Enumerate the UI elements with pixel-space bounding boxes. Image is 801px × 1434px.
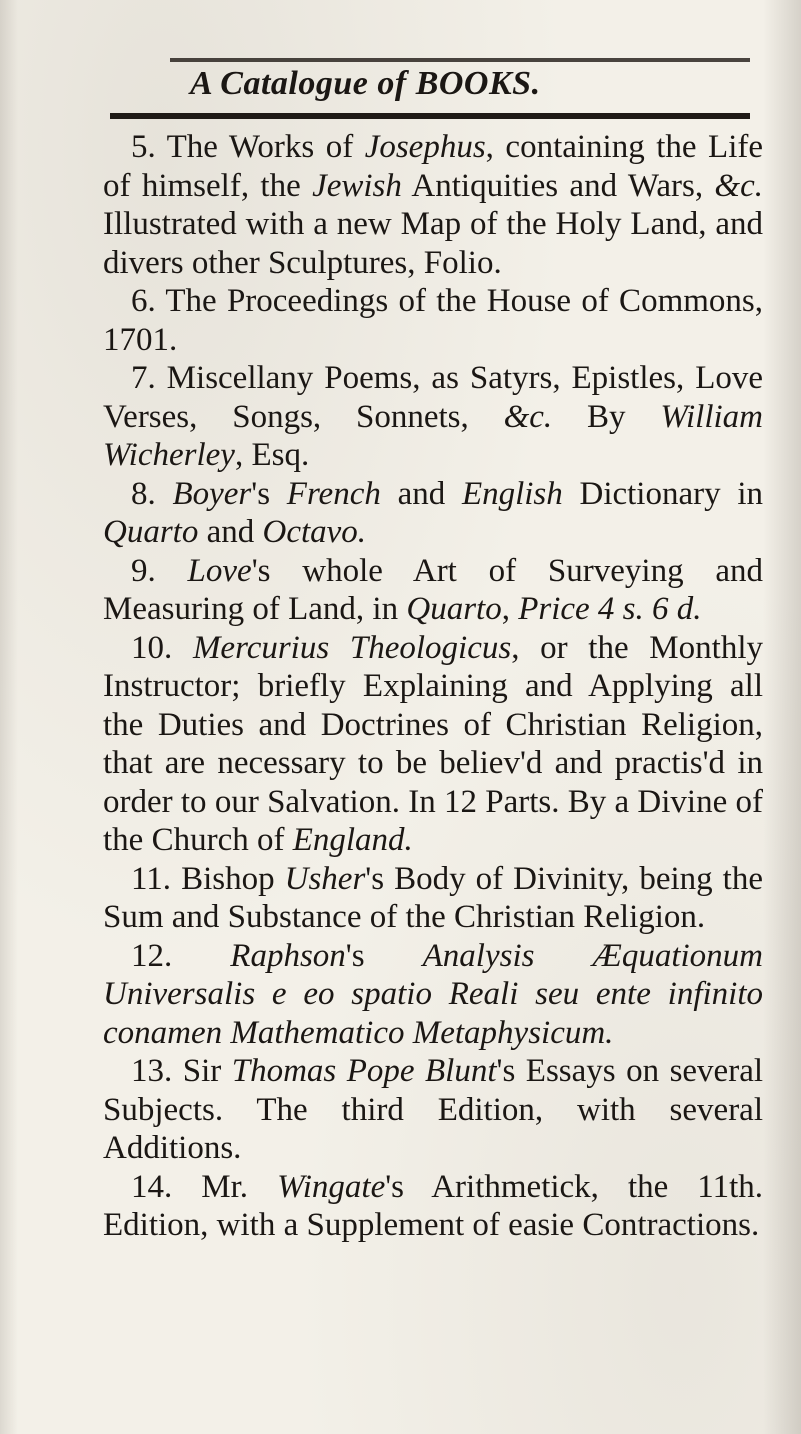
entry-italic-text: &c. bbox=[714, 167, 763, 204]
entry-italic-text: Mercurius Theologicus bbox=[192, 629, 512, 666]
entry-text: 's bbox=[345, 937, 423, 974]
entry-text: 's Arithmetick, the 11th. Edition, with a Supplement of easie Contractions. bbox=[103, 1168, 764, 1243]
entry-italic-text: Love bbox=[187, 552, 252, 589]
entry-text: 's Essays on several Subjects. The third Edition, with several Additions. bbox=[103, 1053, 764, 1166]
catalogue-entries bbox=[103, 128, 763, 1245]
entry-italic-text: French bbox=[286, 475, 381, 512]
entry-text: Mr. bbox=[172, 1168, 278, 1205]
entry-italic-text: Jewish bbox=[312, 167, 402, 204]
entry-number: 12. bbox=[131, 937, 173, 974]
entry-italic-text: William Wicherley bbox=[103, 398, 763, 473]
entry-number: 6. bbox=[131, 283, 156, 319]
entry-text bbox=[172, 938, 230, 974]
entry-text: 's Body of Divinity, being the Sum and Substance of the Christian Religion. bbox=[103, 860, 763, 935]
entry-text: By bbox=[552, 398, 661, 435]
entry-number: 14. bbox=[131, 1168, 173, 1205]
catalogue-entry bbox=[103, 937, 763, 1053]
entry-text: Dictionary in bbox=[562, 475, 763, 512]
entry-number: 9. bbox=[131, 552, 156, 589]
entry-text: Illustrated with a new Map of the Holy Land, and divers other Sculptures, Folio. bbox=[103, 206, 763, 281]
entry-text bbox=[156, 476, 173, 512]
entry-text: 's whole Art of Surveying and Measuring of Land, in bbox=[103, 552, 763, 627]
entry-text: The Works of bbox=[155, 129, 365, 165]
entry-italic-text: Price 4 s. 6 d. bbox=[518, 591, 702, 627]
entry-italic-text: Wingate bbox=[277, 1168, 386, 1205]
entry-text bbox=[172, 630, 193, 666]
page-edge-shadow bbox=[763, 0, 801, 1434]
entry-text: 's bbox=[251, 475, 287, 512]
entry-italic-text: Usher bbox=[284, 860, 366, 897]
catalogue-entry bbox=[103, 282, 763, 359]
entry-text: The Proceedings of the House of Commons, 1701. bbox=[103, 283, 763, 358]
entry-italic-text: &c. bbox=[503, 398, 553, 435]
header-rule bbox=[110, 113, 750, 119]
catalogue-entry bbox=[103, 475, 763, 552]
entry-text: , Esq. bbox=[234, 437, 310, 473]
entry-italic-text: Thomas Pope Blunt bbox=[231, 1053, 497, 1089]
entry-text: Miscellany Poems, as Satyrs, Epistles, Love Verses, Songs, Sonnets, bbox=[103, 360, 763, 435]
catalogue-entry bbox=[103, 128, 763, 282]
entry-italic-text: Quarto bbox=[406, 591, 502, 627]
page-left-shadow bbox=[0, 0, 18, 1434]
entry-number: 5. bbox=[131, 129, 156, 165]
entry-italic-text: Raphson bbox=[230, 937, 346, 974]
catalogue-entry bbox=[103, 359, 763, 475]
entry-text: Sir bbox=[172, 1053, 232, 1089]
entry-number: 11. bbox=[131, 860, 172, 897]
entry-text: Antiquities and Wars, bbox=[401, 167, 715, 204]
entry-text: and bbox=[380, 475, 462, 512]
entry-text: , or the Monthly Instructor; briefly Explaining and Applying all the Duties and Doctrines of Christian Religion, that are necessary to be believ'd and practis'd in order to our Salvation. In 12 Parts. By a Divine of the Church of bbox=[103, 629, 763, 858]
entry-number: 8. bbox=[131, 475, 156, 512]
entry-italic-text: England. bbox=[292, 822, 413, 858]
entry-italic-text: Quarto bbox=[103, 514, 199, 550]
entry-number: 7. bbox=[131, 360, 156, 396]
entry-italic-text: Analysis Æquationum Universalis e eo spatio Reali seu ente infinito conamen Mathematico Metaphysicum. bbox=[103, 937, 763, 1051]
entry-italic-text: English bbox=[461, 475, 563, 512]
page-header: A Catalogue of BOOKS. bbox=[190, 65, 541, 102]
entry-italic-text: Josephus bbox=[364, 129, 486, 165]
entry-text: , containing the Life of himself, the bbox=[103, 129, 763, 204]
entry-number: 10. bbox=[131, 629, 173, 666]
entry-text: Bishop bbox=[171, 860, 285, 897]
entry-text: , bbox=[501, 591, 519, 627]
entry-italic-text: Boyer bbox=[172, 475, 252, 512]
catalogue-entry bbox=[103, 552, 763, 629]
entry-italic-text: Octavo. bbox=[262, 514, 367, 550]
entry-number: 13. bbox=[131, 1053, 173, 1089]
catalogue-entry bbox=[103, 1168, 763, 1245]
catalogue-entry bbox=[103, 1052, 763, 1168]
catalogue-entry bbox=[103, 629, 763, 860]
entry-text bbox=[156, 553, 188, 589]
catalogue-entry bbox=[103, 860, 763, 937]
entry-text: and bbox=[198, 514, 263, 550]
top-border-rule bbox=[170, 58, 750, 62]
